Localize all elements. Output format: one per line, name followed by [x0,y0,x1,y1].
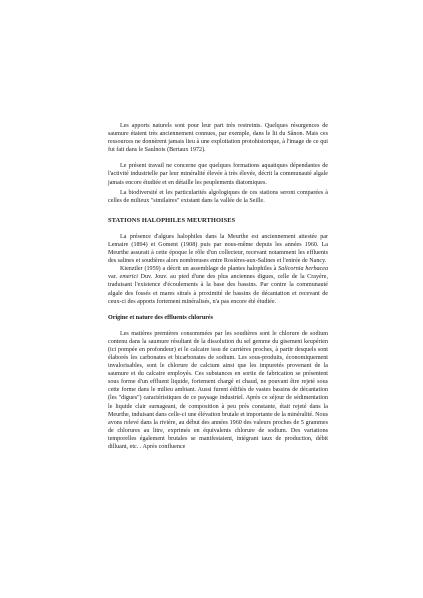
intro-paragraph: La biodiversité et les particularités algologiques de ces stations seront comparées à celles de milieux "similaires" existant dans la vallée de la Seille. [108,189,328,204]
species-name: Salicornia herbacea [278,266,328,273]
variety-name: emerici [119,274,138,281]
intro-paragraph: Les apports naturels sont pour leur part très restreints. Quelques résurgences de saumure étaient très anciennement connues, par exemple, dans le lit du Sânon. Mais ces ressources ne donnèrent jamais lieu à une exploitation protohistorique, à l'image de ce qui fut fait dans le Saulnois (Bertaux 1972). [108,123,328,154]
intro-paragraph: Le présent travail ne concerne que quelques formations aquatiques dépendantes de l'activité industrielle par leur minéralité élevée à très élevée, décrit la communauté algale jamais encore étudiée et en détaille les peuplements diatomiques. [108,163,328,186]
section-paragraph: La présence d'algues halophiles dans la Meurthe est anciennement attestée par Lemaire (1894) et Goment (1908) puis par nous-même depuis les années 1960. La Meurthe assurait à cette époque le rôle d'un collecteur, recevant notamment les effluents des salines et soudières alors nombreuses entre Rosières-aux-Salines et l'entrée de Nancy. [108,233,328,265]
page-content [108,122,328,451]
text-run: var. [108,274,120,281]
subsection-title: Origine et nature des effluents chlorurés [108,314,213,321]
section-paragraph [108,265,328,305]
section-title: STATIONS HALOPHILES MEURTHOISES [108,216,236,224]
text-run: Kienztler (1959) a décrit un assemblage de plantes halophiles à [120,266,279,273]
subsection-paragraph: Les matières premières consommées par les soudières sont le chlorure de sodium contenu dans la saumure résultant de la dissolution du sel gemme du gisement keupérien (ici pompée en profondeur) et le calcaire issu de carrières proches, à partir desquels sont élaborés les carbonates et bicarbonates de sodium. Les sous-produits, économiquement invalorisables, sont le chlorure de calcium ainsi que les impuretés provenant de la saumure et du calcaire employés. Ces substances en sortie de fabrication se présentent sous forme d'un effluent liquide, fortement chargé et chaud, ne pouvant être rejeté sous cette forme dans le milieu ambiant. Aussi furent édifiés de vastes bassins de décantation (les "digues") caractéristiques de ce paysage industriel. Après ce séjour de sédimentation le liquide clair surnageant, de composition à peu près constante, était rejeté dans la Meurthe, induisant dans celle-ci une élévation brutale et importante de la minéralité. Nous avons relevé dans la rivière, au début des années 1960 des valeurs proches de 5 grammes de chlorures au litre, exprimés en équivalents chlorure de sodium. Des variations temporelles également brutales se manifestaient, intégrant taux de production, débit dilluant, etc. . Après confluence [108,330,328,450]
text-run: Duv. Jouv. au pied d'une des plus anciennes digues, celle de la Crayère, traduisant l'existence d'écoulements à la base des bassins. Par contre la communauté algale des fossés et mares situés à proximité de bassins de décantation et recevant de ceux-ci des apports fortement minéralisés, n'a pas encore été étudiée. [108,274,328,305]
